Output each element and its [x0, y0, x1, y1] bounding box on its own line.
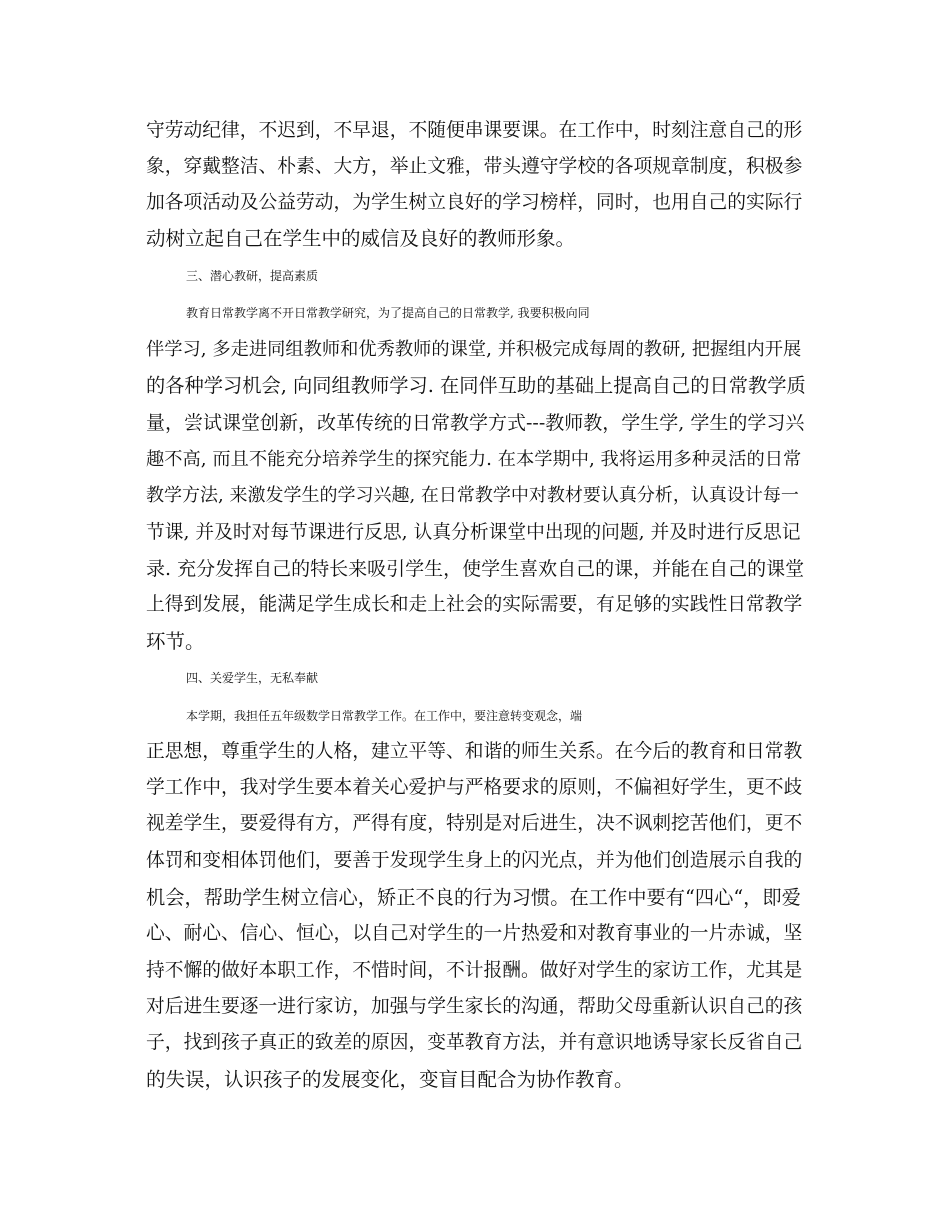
paragraph-line: 象，穿戴整洁、朴素、大方，举止文雅，带头遵守学校的各项规章制度，积极参 [146, 156, 803, 177]
paragraph-line: 机会，帮助学生树立信心，矫正不良的行为习惯。在工作中要有“四心“，即爱 [146, 886, 801, 909]
paragraph-line: 体罚和变相体罚他们，要善于发现学生身上的闪光点，并为他们创造展示自我的 [146, 850, 803, 871]
paragraph-line: 上得到发展，能满足学生成长和走上社会的实际需要，有足够的实践性日常教学 [146, 594, 803, 615]
paragraph-line: 本学期，我担任五年级数学日常教学工作。在工作中，要注意转变观念，端 [186, 709, 583, 723]
paragraph-line: 视差学生，要爱得有方，严得有度，特别是对后进生，决不讽刺挖苦他们，更不 [146, 813, 803, 834]
paragraph-line: 子，找到孩子真正的致差的原因，变革教育方法，并有意识地诱导家长反省自己 [146, 1032, 803, 1053]
paragraph-line: 的失误，认识孩子的发展变化，变盲目配合为协作教育。 [146, 1068, 634, 1091]
paragraph-line: 伴学习, 多走进同组教师和优秀教师的课堂, 并积极完成每周的教研, 把握组内开展 [146, 339, 802, 360]
paragraph-line: 录. 充分发挥自己的特长来吸引学生，使学生喜欢自己的课，并能在自己的课堂 [146, 558, 805, 580]
paragraph-line: 量，尝试课堂创新，改革传统的日常教学方式---教师教，学生学, 学生的学习兴 [146, 412, 805, 434]
section-heading: 三、潜心教研，提高素质 [186, 269, 319, 283]
paragraph-line: 正思想，尊重学生的人格，建立平等、和谐的师生关系。在今后的教育和日常教 [146, 741, 803, 762]
paragraph-line: 环节。 [146, 630, 205, 653]
paragraph-line: 学工作中，我对学生要本着关心爱护与严格要求的原则，不偏袒好学生，更不歧 [146, 777, 803, 798]
section-heading: 四、关爱学生，无私奉献 [186, 671, 319, 685]
paragraph-line: 的各种学习机会, 向同组教师学习. 在同伴互助的基础上提高自己的日常教学质 [146, 374, 806, 397]
paragraph-line: 对后进生要逐一进行家访，加强与学生家长的沟通，帮助父母重新认识自己的孩 [146, 996, 803, 1017]
paragraph-line: 节课, 并及时对每节课进行反思, 认真分析课堂中出现的问题, 并及时进行反思记 [146, 522, 801, 543]
paragraph-line: 教育日常教学离不开日常教学研究，为了提高自己的日常教学, 我要积极向同 [186, 306, 590, 320]
paragraph-line: 教学方法, 来激发学生的学习兴趣, 在日常教学中对教材要认真分析，认真设计每一 [146, 485, 799, 506]
paragraph-line: 持不懈的做好本职工作，不惜时间，不计报酬。做好对学生的家访工作，尤其是 [146, 960, 803, 981]
paragraph-line: 趣不高, 而且不能充分培养学生的探究能力. 在本学期中, 我将运用多种灵活的日常 [146, 449, 802, 470]
paragraph-line: 动树立起自己在学生中的威信及良好的教师形象。 [146, 227, 576, 250]
paragraph-line: 守劳动纪律，不迟到，不早退，不随便串课要课。在工作中，时刻注意自己的形 [146, 120, 803, 141]
paragraph-line: 心、耐心、信心、恒心，以自己对学生的一片热爱和对教育事业的一片赤诚，坚 [146, 923, 803, 944]
paragraph-line: 加各项活动及公益劳动，为学生树立良好的学习榜样，同时，也用自己的实际行 [146, 192, 803, 213]
